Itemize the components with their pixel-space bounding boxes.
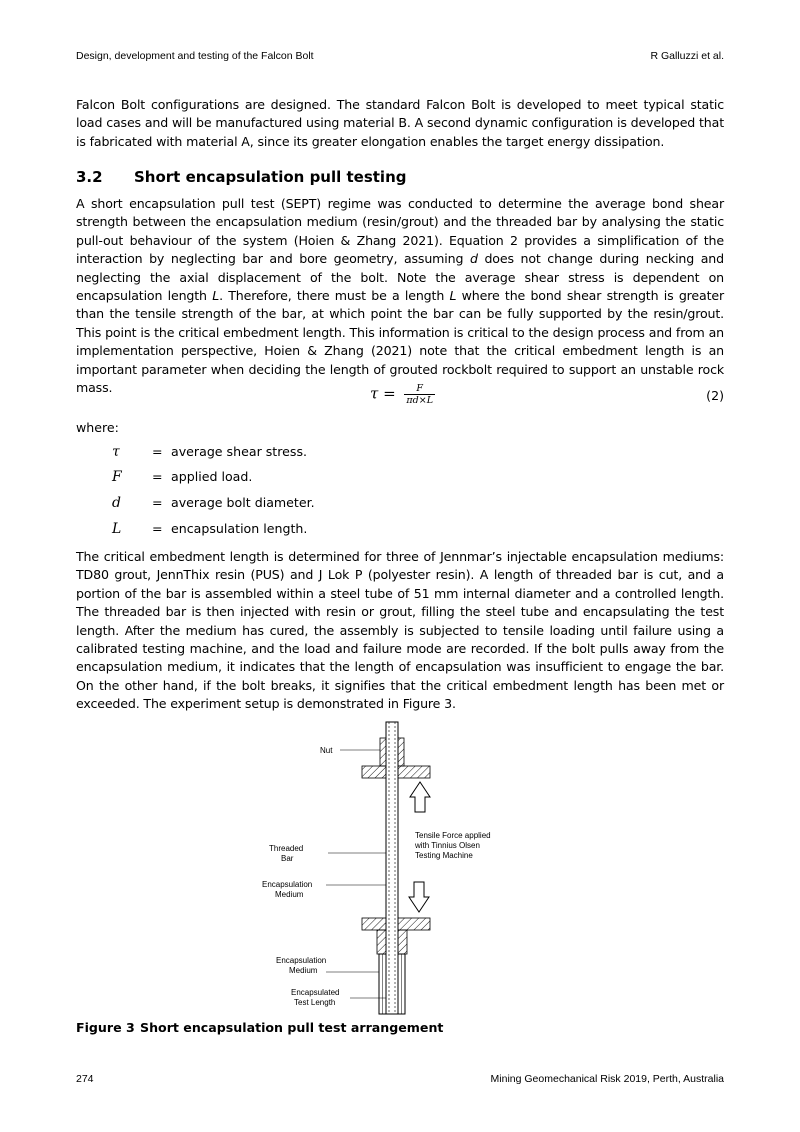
section-title: Short encapsulation pull testing <box>134 168 407 186</box>
label-tensile-force: Testing Machine <box>415 851 473 860</box>
label-encapsulated-test-length: Test Length <box>294 998 336 1007</box>
text-run: where the bond shear strength is greater than the tensile strength of the bar, at which point the bar can be fully supported by the resin/grout. This point is the critical embedment length. This information is critical to the design process and from an implementation perspective, Hoien & Zhang (2021) note that the critical embedment length is an important parameter when deciding the length of grouted rockbolt required to support an unstable rock mass. <box>76 288 724 396</box>
tensile-arrow-up <box>410 782 430 812</box>
definition-symbol: L <box>112 521 122 537</box>
label-nut: Nut <box>320 746 333 755</box>
text-run: . Therefore, there must be a length <box>219 288 450 304</box>
definition-equals: = <box>152 469 163 484</box>
paragraph-method: The critical embedment length is determined for three of Jennmar’s injectable encapsulation mediums: TD80 grout, JennThix resin (PUS) and J Lok P (polyester resin). A length of threaded bar is cut, and a portion of the bar is assembled within a steel tube of 51 mm internal diameter and a controlled length. The threaded bar is then injected with resin or grout, filling the steel tube and encapsulating the test length. After the medium has cured, the assembly is subjected to tensile loading until failure using a calibrated testing machine, and the load and failure mode are recorded. If the bolt pulls away from the encapsulation medium, it indicates that the length of encapsulation was insufficient to engage the bar. On the other hand, if the bolt breaks, it signifies that the critical embedment length has been met or exceeded. The experiment setup is demonstrated in Figure 3. <box>76 549 724 712</box>
running-footer-conference: Mining Geomechanical Risk 2019, Perth, Australia <box>490 1073 724 1085</box>
definition-text: average shear stress. <box>171 444 308 459</box>
text-run: does not change during necking and neglecting the axial displacement of the bolt. Note the average shear stress is dependent on encapsulation length <box>76 251 724 304</box>
section-number: 3.2 <box>76 168 103 186</box>
label-tensile-force: Tensile Force applied <box>415 831 491 840</box>
threaded-bar <box>386 722 398 1014</box>
text-run: A short encapsulation pull test (SEPT) regime was conducted to determine the average bond shear strength between the encapsulation medium (resin/grout) and the threaded bar by analysing the static pull-out behaviour of the system (Hoien & Zhang 2021). Equation 2 provides a simplification of the interaction by neglecting bar and bore geometry, assuming <box>76 196 724 267</box>
var-L: L <box>212 288 220 304</box>
label-threaded-bar: Bar <box>281 854 294 863</box>
label-encapsulation-medium-lower: Encapsulation <box>276 956 327 965</box>
label-encapsulated-test-length: Encapsulated <box>291 988 340 997</box>
where-label: where: <box>76 420 119 435</box>
equation-number: (2) <box>706 388 724 403</box>
label-encapsulation-medium-upper: Medium <box>275 890 304 899</box>
var-d: d <box>469 251 478 267</box>
definition-text: average bolt diameter. <box>171 495 315 510</box>
running-header-title: Design, development and testing of the Falcon Bolt <box>76 50 314 62</box>
leader-lines <box>326 750 386 998</box>
equation-numerator: F <box>404 383 435 395</box>
label-tensile-force: with Tinnius Olsen <box>415 841 480 850</box>
label-encapsulation-medium-lower: Medium <box>289 966 318 975</box>
figure-caption-label: Figure 3 <box>76 1020 135 1035</box>
figure-caption <box>76 1020 443 1035</box>
var-L: L <box>449 288 457 304</box>
paragraph-intro: Falcon Bolt configurations are designed. The standard Falcon Bolt is developed to meet typical static load cases and will be manufactured using material B. A second dynamic configuration is developed that is fabricated with material A, since its greater elongation enables the target energy dissipation. <box>76 97 724 149</box>
figure-caption-text: Short encapsulation pull test arrangement <box>140 1020 444 1035</box>
label-encapsulation-medium-upper: Encapsulation <box>262 880 313 889</box>
definition-symbol: d <box>112 495 121 511</box>
definition-equals: = <box>152 521 163 536</box>
running-header-authors: R Galluzzi et al. <box>650 50 724 62</box>
definition-text: encapsulation length. <box>171 521 308 536</box>
label-threaded-bar: Threaded <box>269 844 304 853</box>
definition-symbol: τ <box>112 444 120 460</box>
equation-denominator: πd×L <box>406 395 434 406</box>
definition-symbol: F <box>112 469 122 485</box>
page-number: 274 <box>76 1073 94 1085</box>
tensile-arrow-down <box>409 882 429 912</box>
definition-equals: = <box>152 495 163 510</box>
definition-equals: = <box>152 444 163 459</box>
definition-text: applied load. <box>171 469 253 484</box>
equation-lhs: τ = <box>370 384 396 403</box>
